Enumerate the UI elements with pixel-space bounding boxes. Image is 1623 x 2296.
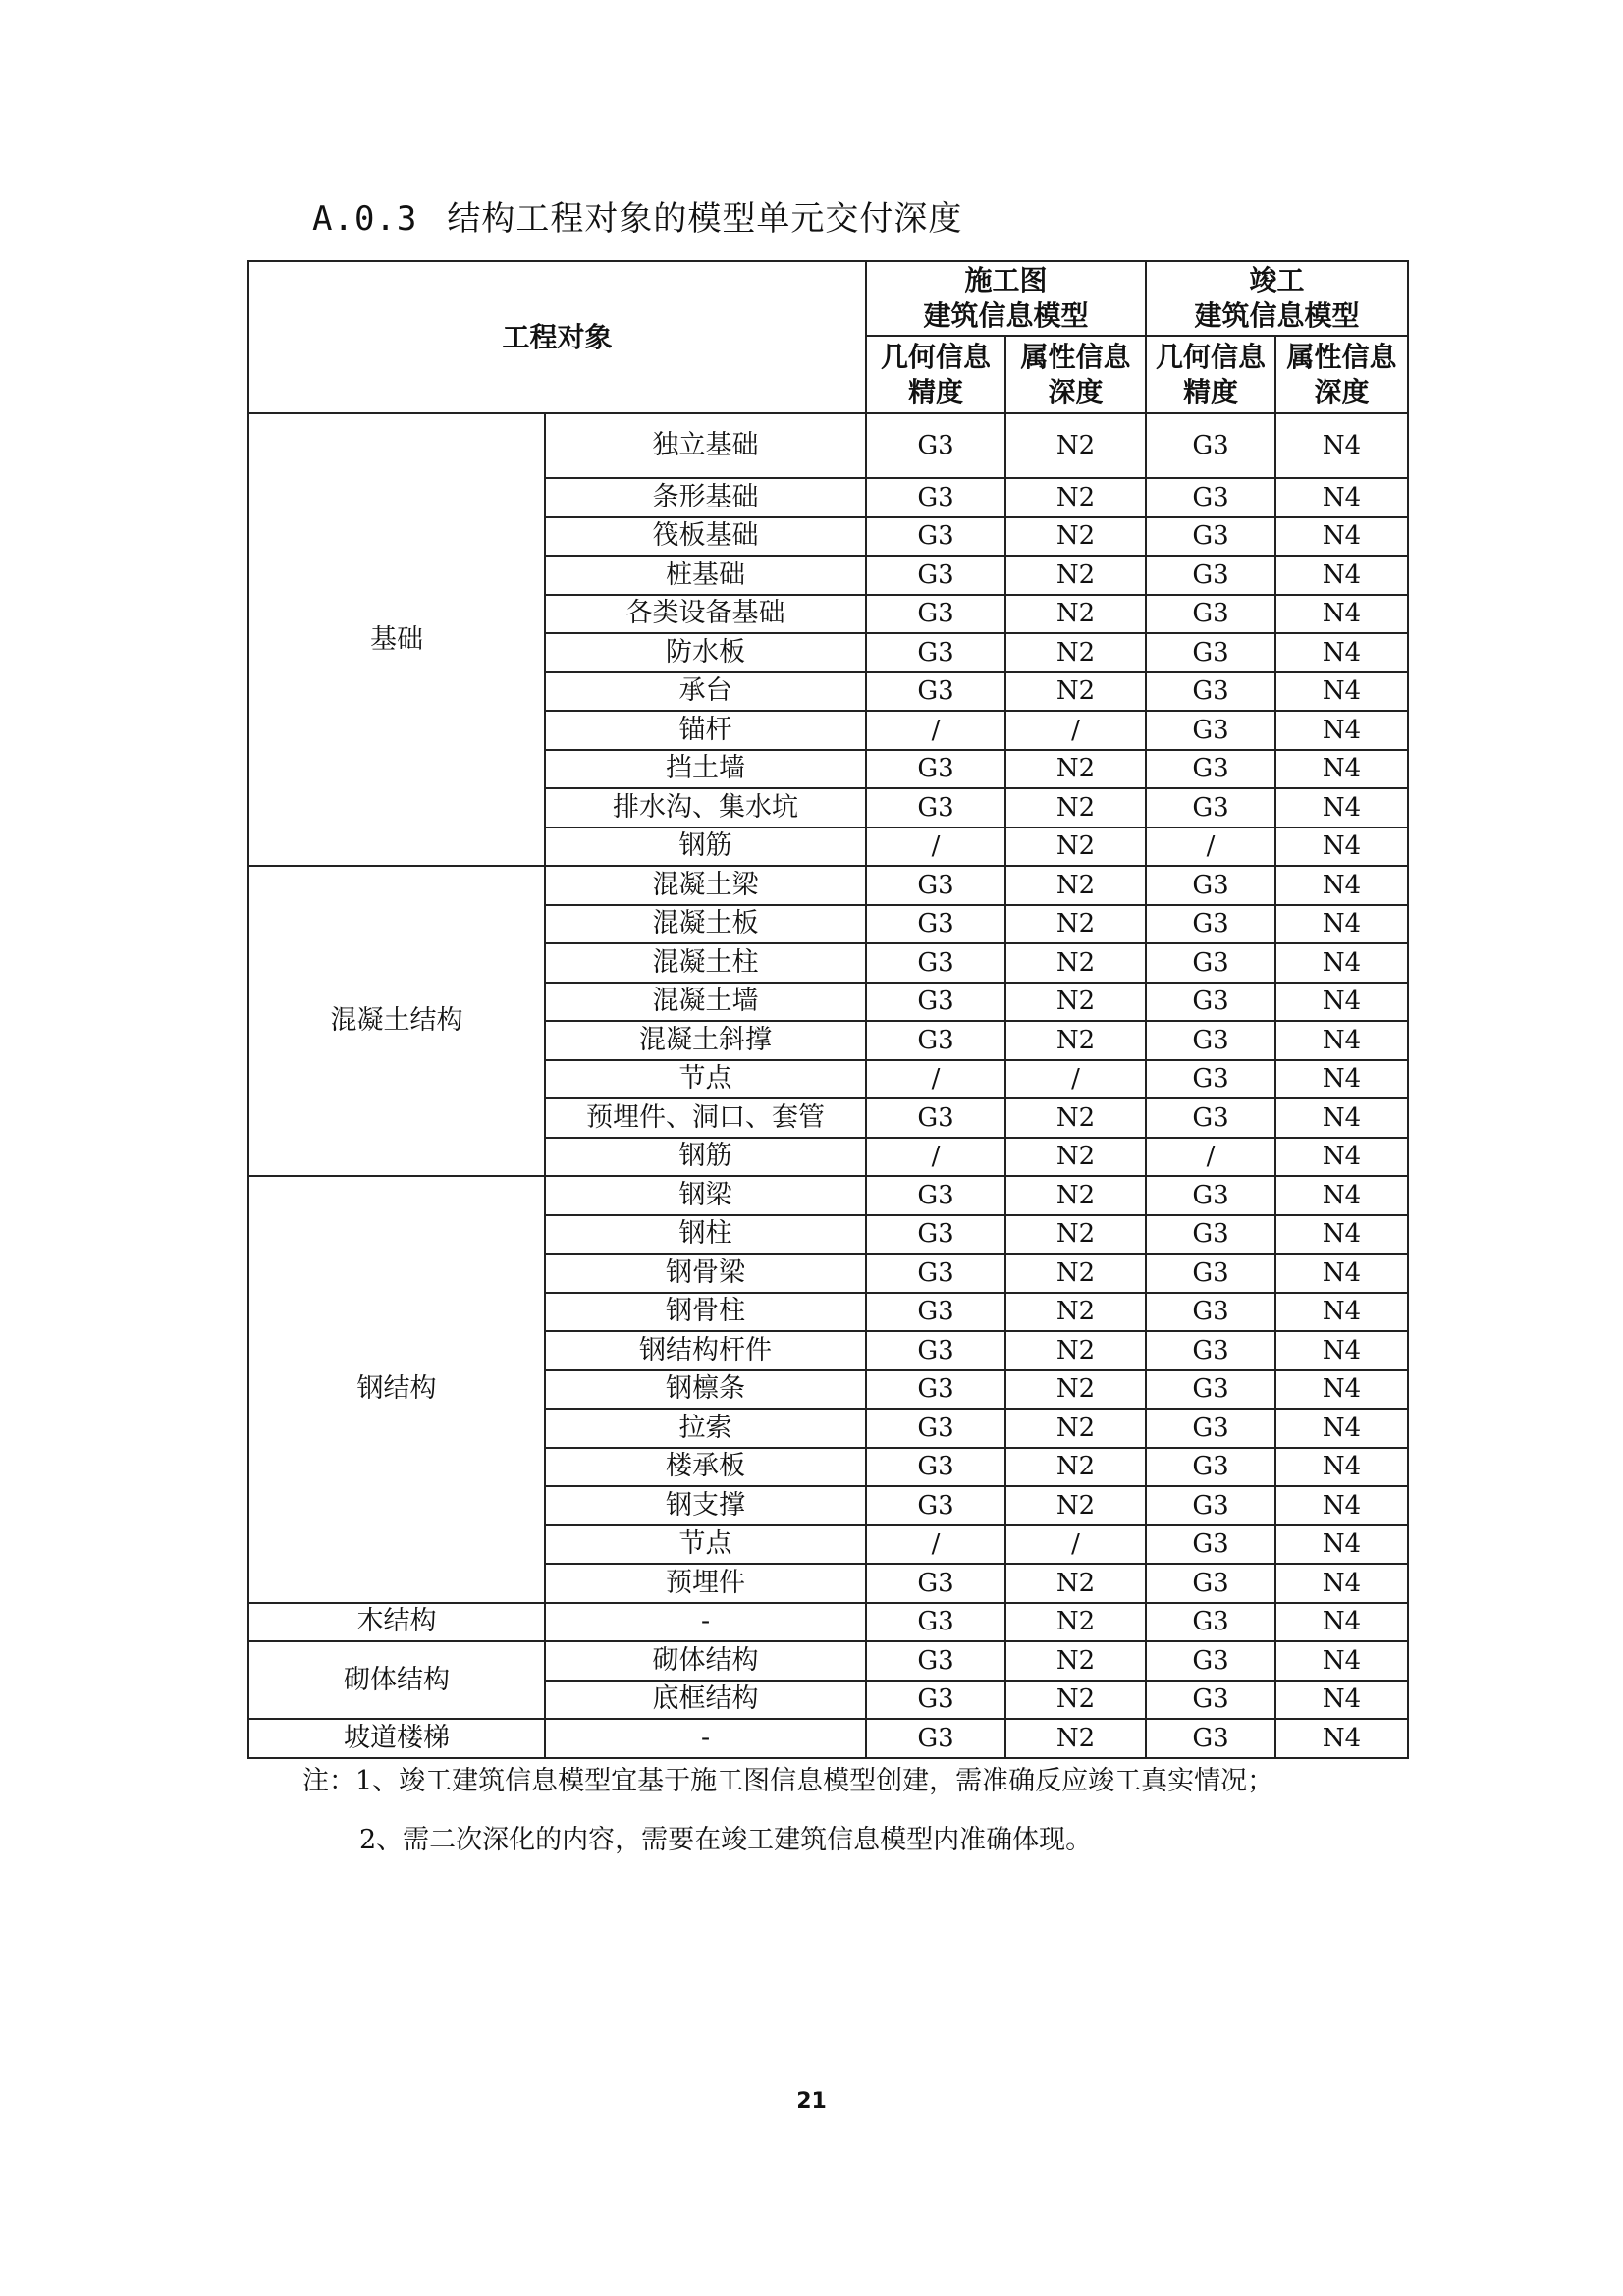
- value-cell: G3: [1146, 866, 1275, 905]
- value-cell: G3: [866, 1448, 1005, 1487]
- value-cell: N4: [1275, 1060, 1408, 1099]
- value-cell: G3: [866, 517, 1005, 557]
- value-cell: N2: [1005, 478, 1146, 517]
- value-cell: N2: [1005, 633, 1146, 672]
- value-cell: G3: [866, 478, 1005, 517]
- value-cell: N2: [1005, 788, 1146, 828]
- header-geo-precision-1: 几何信息 精度: [866, 336, 1005, 413]
- value-cell: N4: [1275, 1448, 1408, 1487]
- value-cell: /: [1005, 1060, 1146, 1099]
- value-cell: /: [1146, 828, 1275, 867]
- value-cell: G3: [1146, 983, 1275, 1022]
- value-cell: N4: [1275, 866, 1408, 905]
- value-cell: G3: [866, 750, 1005, 789]
- value-cell: N2: [1005, 828, 1146, 867]
- value-cell: G3: [1146, 943, 1275, 983]
- value-cell: G3: [866, 413, 1005, 478]
- value-cell: /: [866, 1060, 1005, 1099]
- value-cell: N4: [1275, 1409, 1408, 1448]
- item-cell: 防水板: [545, 633, 866, 672]
- item-cell: 节点: [545, 1060, 866, 1099]
- table-body: [248, 413, 1408, 1758]
- value-cell: G3: [1146, 1486, 1275, 1525]
- item-cell: 锚杆: [545, 711, 866, 750]
- value-cell: N2: [1005, 1486, 1146, 1525]
- value-cell: G3: [1146, 1719, 1275, 1758]
- value-cell: N2: [1005, 1215, 1146, 1255]
- value-cell: G3: [1146, 1331, 1275, 1370]
- value-cell: N4: [1275, 1138, 1408, 1177]
- item-cell: 挡土墙: [545, 750, 866, 789]
- value-cell: G3: [1146, 1409, 1275, 1448]
- value-cell: G3: [1146, 1021, 1275, 1060]
- value-cell: N2: [1005, 1719, 1146, 1758]
- value-cell: N2: [1005, 1138, 1146, 1177]
- value-cell: N4: [1275, 1098, 1408, 1138]
- value-cell: G3: [1146, 478, 1275, 517]
- value-cell: G3: [866, 1021, 1005, 1060]
- value-cell: N2: [1005, 1448, 1146, 1487]
- value-cell: G3: [866, 1681, 1005, 1720]
- value-cell: G3: [866, 866, 1005, 905]
- section-number: A.0.3: [312, 199, 418, 239]
- item-cell: 钢柱: [545, 1215, 866, 1255]
- value-cell: G3: [1146, 711, 1275, 750]
- value-cell: G3: [1146, 1525, 1275, 1565]
- value-cell: G3: [866, 1293, 1005, 1332]
- value-cell: N2: [1005, 595, 1146, 634]
- value-cell: G3: [1146, 1448, 1275, 1487]
- value-cell: N2: [1005, 905, 1146, 944]
- header-attr-depth-2: 属性信息 深度: [1275, 336, 1408, 413]
- value-cell: N4: [1275, 556, 1408, 595]
- item-cell: 预埋件、洞口、套管: [545, 1098, 866, 1138]
- value-cell: G3: [1146, 1098, 1275, 1138]
- item-cell: 钢筋: [545, 1138, 866, 1177]
- item-cell: 钢筋: [545, 828, 866, 867]
- item-cell: 钢檩条: [545, 1370, 866, 1410]
- value-cell: G3: [1146, 1254, 1275, 1293]
- value-cell: G3: [866, 983, 1005, 1022]
- value-cell: G3: [1146, 1370, 1275, 1410]
- value-cell: G3: [1146, 1176, 1275, 1215]
- value-cell: G3: [1146, 633, 1275, 672]
- value-cell: N4: [1275, 595, 1408, 634]
- value-cell: N2: [1005, 1409, 1146, 1448]
- item-cell: 砌体结构: [545, 1641, 866, 1681]
- value-cell: N4: [1275, 1370, 1408, 1410]
- header-geo-precision-2: 几何信息 精度: [1146, 336, 1275, 413]
- header-construction-model: 施工图 建筑信息模型: [866, 261, 1146, 336]
- value-cell: G3: [866, 672, 1005, 712]
- value-cell: G3: [1146, 1641, 1275, 1681]
- item-cell: 钢支撑: [545, 1486, 866, 1525]
- value-cell: G3: [866, 1254, 1005, 1293]
- note-1: 注：1、竣工建筑信息模型宜基于施工图信息模型创建，需准确反应竣工真实情况；: [302, 1766, 1274, 1796]
- value-cell: G3: [1146, 672, 1275, 712]
- table-row: [248, 1176, 1408, 1215]
- value-cell: N2: [1005, 983, 1146, 1022]
- item-cell: -: [545, 1603, 866, 1642]
- value-cell: N4: [1275, 828, 1408, 867]
- item-cell: 条形基础: [545, 478, 866, 517]
- value-cell: G3: [1146, 1564, 1275, 1603]
- value-cell: N2: [1005, 413, 1146, 478]
- value-cell: G3: [866, 1176, 1005, 1215]
- value-cell: N4: [1275, 1641, 1408, 1681]
- value-cell: N4: [1275, 1486, 1408, 1525]
- value-cell: N2: [1005, 1293, 1146, 1332]
- value-cell: /: [1146, 1138, 1275, 1177]
- item-cell: 承台: [545, 672, 866, 712]
- value-cell: N4: [1275, 1254, 1408, 1293]
- value-cell: N4: [1275, 1176, 1408, 1215]
- value-cell: N4: [1275, 413, 1408, 478]
- value-cell: G3: [1146, 788, 1275, 828]
- item-cell: 钢骨梁: [545, 1254, 866, 1293]
- value-cell: G3: [1146, 905, 1275, 944]
- value-cell: N2: [1005, 1098, 1146, 1138]
- value-cell: G3: [866, 1719, 1005, 1758]
- value-cell: G3: [866, 1409, 1005, 1448]
- value-cell: N2: [1005, 1176, 1146, 1215]
- table-row: [248, 866, 1408, 905]
- value-cell: G3: [866, 1370, 1005, 1410]
- value-cell: N4: [1275, 1331, 1408, 1370]
- item-cell: 底框结构: [545, 1681, 866, 1720]
- item-cell: 桩基础: [545, 556, 866, 595]
- value-cell: G3: [866, 1564, 1005, 1603]
- value-cell: N2: [1005, 517, 1146, 557]
- value-cell: N4: [1275, 905, 1408, 944]
- value-cell: N4: [1275, 478, 1408, 517]
- category-cell: 砌体结构: [248, 1641, 545, 1719]
- item-cell: 钢骨柱: [545, 1293, 866, 1332]
- value-cell: G3: [866, 788, 1005, 828]
- section-title: [312, 191, 962, 240]
- delivery-depth-table: [247, 260, 1409, 1759]
- value-cell: N2: [1005, 1370, 1146, 1410]
- value-cell: N4: [1275, 750, 1408, 789]
- table-row: [248, 1719, 1408, 1758]
- item-cell: 节点: [545, 1525, 866, 1565]
- value-cell: N4: [1275, 1564, 1408, 1603]
- value-cell: /: [1005, 711, 1146, 750]
- value-cell: G3: [866, 1098, 1005, 1138]
- value-cell: G3: [866, 943, 1005, 983]
- value-cell: G3: [866, 633, 1005, 672]
- table-row: [248, 413, 1408, 478]
- category-cell: 基础: [248, 413, 545, 866]
- value-cell: N4: [1275, 943, 1408, 983]
- value-cell: G3: [1146, 556, 1275, 595]
- value-cell: /: [866, 828, 1005, 867]
- value-cell: N2: [1005, 1564, 1146, 1603]
- section-title-text: 结构工程对象的模型单元交付深度: [447, 199, 963, 239]
- value-cell: N4: [1275, 1603, 1408, 1642]
- value-cell: N2: [1005, 1603, 1146, 1642]
- value-cell: G3: [866, 1486, 1005, 1525]
- item-cell: 各类设备基础: [545, 595, 866, 634]
- value-cell: N2: [1005, 556, 1146, 595]
- item-cell: 预埋件: [545, 1564, 866, 1603]
- value-cell: G3: [1146, 413, 1275, 478]
- value-cell: N2: [1005, 1331, 1146, 1370]
- note-2: 2、需二次深化的内容，需要在竣工建筑信息模型内准确体现。: [359, 1825, 1093, 1855]
- category-cell: 混凝土结构: [248, 866, 545, 1176]
- value-cell: N2: [1005, 1641, 1146, 1681]
- value-cell: G3: [1146, 1603, 1275, 1642]
- value-cell: G3: [1146, 595, 1275, 634]
- value-cell: G3: [1146, 1681, 1275, 1720]
- item-cell: 独立基础: [545, 413, 866, 478]
- value-cell: /: [1005, 1525, 1146, 1565]
- value-cell: N4: [1275, 788, 1408, 828]
- header-object: 工程对象: [248, 261, 866, 413]
- item-cell: 混凝土梁: [545, 866, 866, 905]
- value-cell: N2: [1005, 866, 1146, 905]
- value-cell: N4: [1275, 672, 1408, 712]
- value-cell: N4: [1275, 517, 1408, 557]
- category-cell: 木结构: [248, 1603, 545, 1642]
- value-cell: N4: [1275, 1681, 1408, 1720]
- value-cell: G3: [1146, 1293, 1275, 1332]
- table-row: [248, 1641, 1408, 1681]
- item-cell: 混凝土柱: [545, 943, 866, 983]
- item-cell: -: [545, 1719, 866, 1758]
- value-cell: /: [866, 1525, 1005, 1565]
- header-attr-depth-1: 属性信息 深度: [1005, 336, 1146, 413]
- category-cell: 钢结构: [248, 1176, 545, 1603]
- table-row: [248, 1603, 1408, 1642]
- value-cell: N4: [1275, 1293, 1408, 1332]
- value-cell: N2: [1005, 750, 1146, 789]
- item-cell: 筏板基础: [545, 517, 866, 557]
- value-cell: /: [866, 1138, 1005, 1177]
- value-cell: N2: [1005, 943, 1146, 983]
- category-cell: 坡道楼梯: [248, 1719, 545, 1758]
- value-cell: N2: [1005, 1254, 1146, 1293]
- value-cell: N4: [1275, 1215, 1408, 1255]
- value-cell: G3: [1146, 517, 1275, 557]
- value-cell: G3: [866, 1641, 1005, 1681]
- value-cell: N2: [1005, 1681, 1146, 1720]
- item-cell: 排水沟、集水坑: [545, 788, 866, 828]
- value-cell: G3: [866, 556, 1005, 595]
- item-cell: 混凝土墙: [545, 983, 866, 1022]
- value-cell: G3: [1146, 1060, 1275, 1099]
- value-cell: G3: [866, 1603, 1005, 1642]
- item-cell: 钢梁: [545, 1176, 866, 1215]
- item-cell: 钢结构杆件: [545, 1331, 866, 1370]
- page-number: 21: [796, 2089, 827, 2113]
- item-cell: 混凝土斜撑: [545, 1021, 866, 1060]
- item-cell: 混凝土板: [545, 905, 866, 944]
- value-cell: G3: [866, 905, 1005, 944]
- value-cell: N4: [1275, 1021, 1408, 1060]
- value-cell: N4: [1275, 983, 1408, 1022]
- value-cell: N4: [1275, 711, 1408, 750]
- value-cell: G3: [866, 1215, 1005, 1255]
- item-cell: 楼承板: [545, 1448, 866, 1487]
- value-cell: N2: [1005, 672, 1146, 712]
- value-cell: G3: [866, 1331, 1005, 1370]
- value-cell: N4: [1275, 1525, 1408, 1565]
- header-completion-model: 竣工 建筑信息模型: [1146, 261, 1408, 336]
- value-cell: N4: [1275, 633, 1408, 672]
- value-cell: G3: [1146, 1215, 1275, 1255]
- item-cell: 拉索: [545, 1409, 866, 1448]
- value-cell: /: [866, 711, 1005, 750]
- value-cell: G3: [1146, 750, 1275, 789]
- value-cell: N2: [1005, 1021, 1146, 1060]
- value-cell: N4: [1275, 1719, 1408, 1758]
- value-cell: G3: [866, 595, 1005, 634]
